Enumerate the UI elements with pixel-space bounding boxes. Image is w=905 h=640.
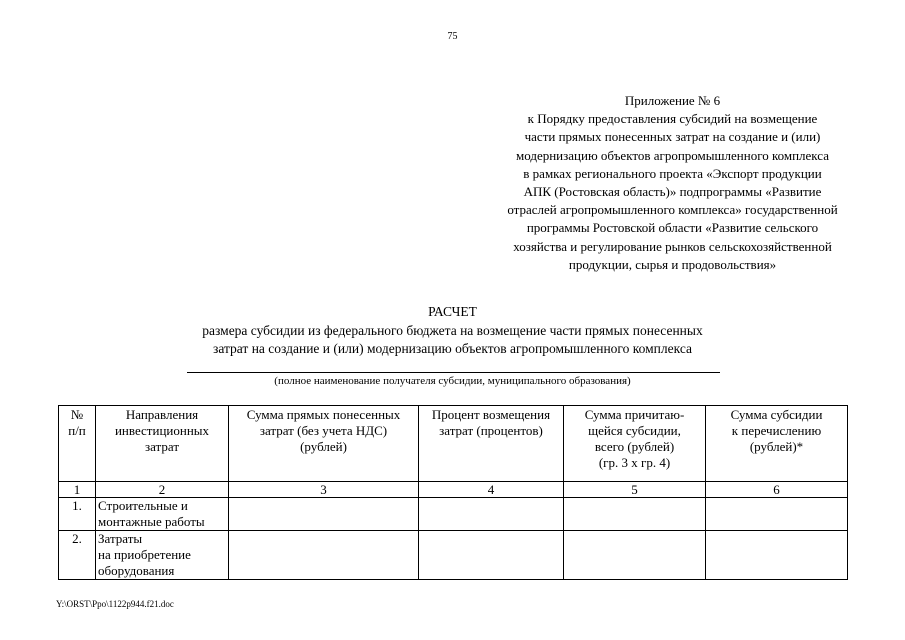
cell-direct-costs[interactable] (229, 531, 419, 580)
page-number: 75 (447, 31, 458, 42)
recipient-name-line (187, 372, 720, 373)
appendix-line: продукции, сырья и продовольствия» (568, 256, 777, 272)
header-number: № п/п (59, 406, 96, 482)
column-number: 2 (96, 482, 229, 498)
appendix-title: Приложение № 6 (624, 93, 721, 108)
cell-subsidy-due[interactable] (564, 498, 706, 531)
row-number: 1. (59, 498, 96, 531)
appendix-line: отраслей агропромышленного комплекса» государственной (507, 202, 838, 218)
column-number-row (59, 482, 848, 498)
header-subsidy-transfer: Сумма субсидии к перечислению (рублей)* (706, 406, 848, 482)
row-direction: Строительные и монтажные работы (96, 498, 229, 531)
subtitle-line: размера субсидии из федерального бюджета на возмещение части прямых понесенных (202, 323, 703, 338)
header-investment-direction: Направления инвестиционных затрат (96, 406, 229, 482)
calculation-title: РАСЧЕТ (428, 304, 477, 319)
appendix-line: части прямых понесенных затрат на создание и (или) (524, 129, 821, 145)
cell-subsidy-transfer[interactable] (706, 498, 848, 531)
column-number: 1 (59, 482, 96, 498)
subtitle-line: затрат на создание и (или) модернизацию объектов агропромышленного комплекса (212, 341, 692, 356)
column-number: 5 (564, 482, 706, 498)
column-number: 6 (706, 482, 848, 498)
cell-direct-costs[interactable] (229, 498, 419, 531)
appendix-line: хозяйства и регулирование рынков сельскохозяйственной (513, 238, 832, 254)
cell-reimbursement-percent[interactable] (419, 531, 564, 580)
appendix-line: в рамках регионального проекта «Экспорт продукции (523, 165, 822, 181)
appendix-line: АПК (Ростовская область)» подпрограммы «Развитие (523, 184, 822, 200)
file-path-footer: Y:\ORST\Ppo\1122p944.f21.doc (56, 599, 174, 609)
header-direct-costs: Сумма прямых понесенных затрат (без учета НДС) (рублей) (229, 406, 419, 482)
header-reimbursement-percent: Процент возмещения затрат (процентов) (419, 406, 564, 482)
column-number: 3 (229, 482, 419, 498)
cell-subsidy-transfer[interactable] (706, 531, 848, 580)
column-number: 4 (419, 482, 564, 498)
appendix-header (445, 92, 900, 274)
subsidy-calculation-table (58, 405, 848, 580)
recipient-caption: (полное наименование получателя субсидии, муниципального образования) (274, 375, 631, 387)
table-row (59, 498, 848, 531)
appendix-line: модернизацию объектов агропромышленного комплекса (515, 147, 829, 163)
table-header-row (59, 406, 848, 482)
cell-subsidy-due[interactable] (564, 531, 706, 580)
table-row (59, 531, 848, 580)
cell-reimbursement-percent[interactable] (419, 498, 564, 531)
header-subsidy-due: Сумма причитаю- щейся субсидии, всего (рублей) (гр. 3 х гр. 4) (564, 406, 706, 482)
appendix-line: программы Ростовской области «Развитие сельского (526, 220, 819, 236)
row-direction: Затраты на приобретение оборудования (96, 531, 229, 580)
row-number: 2. (59, 531, 96, 580)
calculation-subtitle (0, 322, 905, 358)
appendix-line: к Порядку предоставления субсидий на возмещение (527, 111, 818, 127)
